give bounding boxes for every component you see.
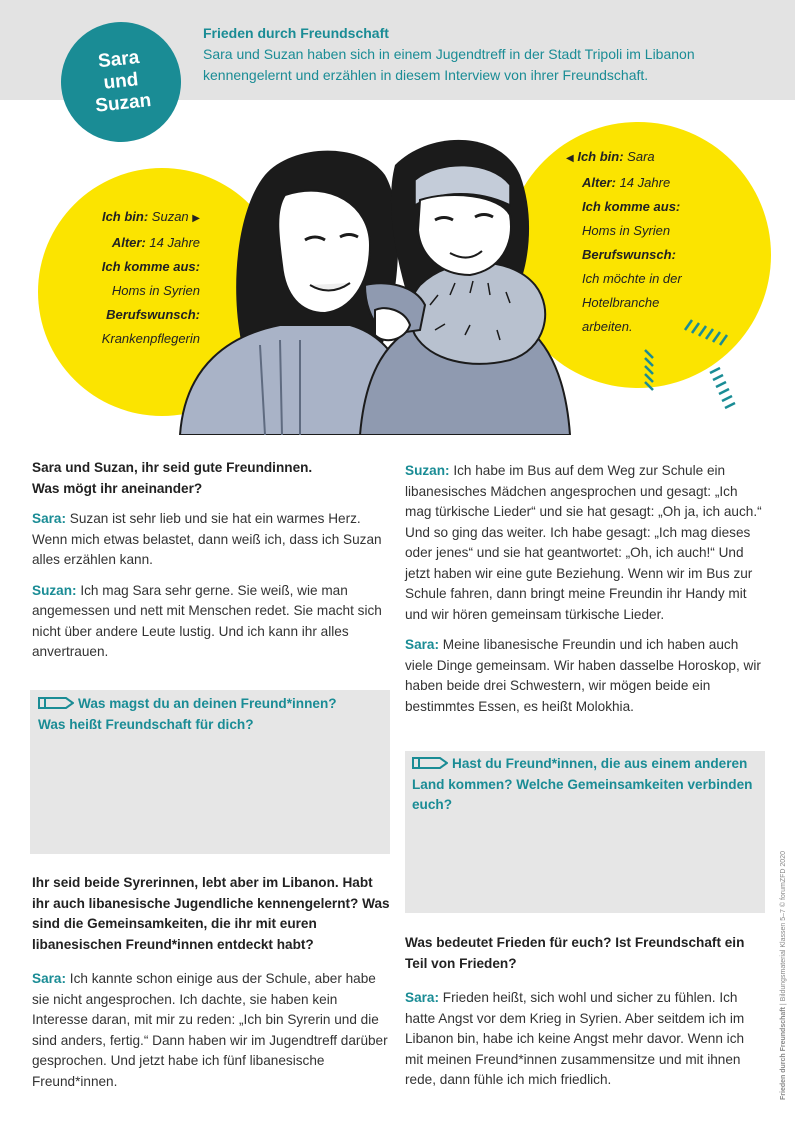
- sara-origin: Homs in Syrien: [582, 223, 671, 238]
- suzan-career: Krankenpflegerin: [101, 331, 200, 346]
- arrow-right-icon: ▶: [192, 213, 200, 224]
- speaker-label: Sara:: [32, 511, 67, 526]
- girls-illustration: [170, 135, 615, 435]
- sara-career-3: arbeiten.: [582, 319, 633, 334]
- task-1-line-1: Was magst du an deinen Freund*innen?: [78, 696, 337, 711]
- pencil-icon: [38, 696, 74, 710]
- task-1-prompt: [38, 694, 383, 735]
- answer-text: Frieden heißt, sich wohl und sicher zu fühlen. Ich hatte Angst vor dem Krieg in Syrien. Aber seitdem ich im Libanon bin, habe ich keine Angst mehr davor. Wenn ich mit meinen Freund*innen zusammensitze und mit ihnen rede, dann fühle ich mich friedlich.: [405, 990, 745, 1087]
- sara-name: Sara: [627, 149, 655, 164]
- question-2: Ihr seid beide Syrerinnen, lebt aber im Libanon. Habt ihr auch libanesische Jugendliche kennengelernt? Was sind die Gemeinsamkeiten, die ihr mit euren libanesischen Freund*innen entdeckt habt?: [32, 875, 390, 952]
- left-column-bottom: [32, 873, 392, 1102]
- suzan-origin-label: Ich komme aus:: [101, 259, 200, 274]
- speaker-label: Suzan:: [32, 582, 77, 598]
- pencil-icon: [412, 756, 448, 770]
- intro-text: Sara und Suzan haben sich in einem Jugendtreff in der Stadt Tripoli im Libanon kennengelernt und erzählen in diesem Interview von ihrer Freundschaft.: [203, 46, 695, 83]
- sara-profile: [566, 145, 752, 339]
- footer-title: Frieden durch Freundschaft: [780, 1007, 787, 1100]
- suzan-profile: [40, 205, 200, 351]
- answer-sara-1: [32, 509, 392, 571]
- right-column-top: [405, 461, 765, 727]
- suzan-origin: Homs in Syrien: [111, 283, 200, 298]
- answer-text: Ich habe im Bus auf dem Weg zur Schule ein libanesisches Mädchen angesprochen und gesagt: „Ich mag türkische Lieder“ und sie hat gesagt: „Oh ja, ich auch.“ Und so ging das weiter. Ich habe gesagt: „Ich mag dieses oder jenes“ und sie hat geantwortet: „Oh, ich auch!“ Und jetzt haben wir eine gute Beziehung. Wenn wir im Bus zur Schule fahren, dann bringt meine Freundin ihr Handy mit und wir hören gemeinsam türkische Lieder.: [405, 463, 762, 622]
- answer-suzan-1: [32, 581, 392, 663]
- sara-age-label: Alter:: [582, 175, 616, 190]
- task-2-text: Hast du Freund*innen, die aus einem anderen Land kommen? Welche Gemeinsamkeiten verbinden euch?: [412, 756, 753, 812]
- right-column-bottom: [405, 933, 765, 1101]
- question-3: Was bedeutet Frieden für euch? Ist Freundschaft ein Teil von Frieden?: [405, 935, 745, 971]
- badge-line-3: Suzan: [94, 90, 153, 117]
- left-column-top: [32, 458, 392, 673]
- answer-text: Suzan ist sehr lieb und sie hat ein warmes Herz. Wenn mich etwas belastet, dann weiß ich, dass ich Suzan alles erzählen kann.: [32, 511, 382, 567]
- sara-name-label: Ich bin:: [577, 149, 624, 164]
- task-1-line-2: Was heißt Freundschaft für dich?: [38, 716, 254, 732]
- speaker-label: Sara:: [405, 990, 440, 1005]
- arrow-left-icon: ◀: [566, 153, 574, 164]
- footer-meta: | Bildungsmaterial Klassen 5–7 © forumZFD 2020: [780, 851, 787, 1008]
- suzan-career-label: Berufswunsch:: [106, 307, 200, 322]
- task-2-prompt: [412, 754, 760, 816]
- badge-line-2: und: [102, 69, 140, 94]
- question-1-line-2: Was mögt ihr aneinander?: [32, 480, 203, 496]
- speaker-label: Sara:: [405, 637, 440, 652]
- intro-title: Frieden durch Freundschaft: [203, 25, 389, 41]
- sara-career-label: Berufswunsch:: [582, 247, 676, 262]
- answer-text: Meine libanesische Freundin und ich haben auch viele Dinge gemeinsam. Wir haben dasselbe Horoskop, wir haben beide drei Schwestern, wir mögen beide ein bestimmtes Essen, es heißt Molokhia.: [405, 637, 761, 714]
- answer-text: Ich mag Sara sehr gerne. Sie weiß, wie man angemessen und nett mit Menschen redet. Sie macht sich nicht über andere Leute lustig. Und ich kann ihr alles anvertrauen.: [32, 582, 382, 659]
- badge-line-1: Sara: [97, 47, 141, 73]
- suzan-name-row: [40, 205, 200, 231]
- sara-name-row: [566, 145, 752, 171]
- sara-career-2: Hotelbranche: [582, 295, 660, 310]
- answer-text: Ich kannte schon einige aus der Schule, aber habe sie nicht angesprochen. Ich dachte, sie haben kein Interesse daran, mit mir zu reden: „Ich bin Syrerin und die sind anders, fertig.“ Dann haben wir im Jugendtreff darüber gesprochen. Und jetzt habe ich fünf libanesische Freund*innen.: [32, 971, 388, 1089]
- side-footer: [780, 851, 787, 1100]
- suzan-name-label: Ich bin:: [101, 209, 149, 224]
- question-1: [32, 458, 392, 499]
- suzan-age-label: Alter:: [111, 235, 146, 250]
- sara-age: 14 Jahre: [619, 175, 671, 190]
- answer-suzan-2: [405, 461, 765, 625]
- answer-sara-3: [405, 635, 765, 717]
- intro-block: [203, 23, 773, 86]
- answer-sara-2: [32, 969, 392, 1092]
- sara-origin-label: Ich komme aus:: [582, 199, 681, 214]
- speaker-label: Sara:: [32, 971, 67, 986]
- sara-career-1: Ich möchte in der: [582, 271, 682, 286]
- speaker-label: Suzan:: [405, 463, 450, 478]
- answer-sara-4: [405, 988, 765, 1091]
- suzan-name: Suzan: [151, 209, 189, 224]
- question-1-line-1: Sara und Suzan, ihr seid gute Freundinnen.: [32, 460, 313, 475]
- suzan-age: 14 Jahre: [149, 235, 200, 250]
